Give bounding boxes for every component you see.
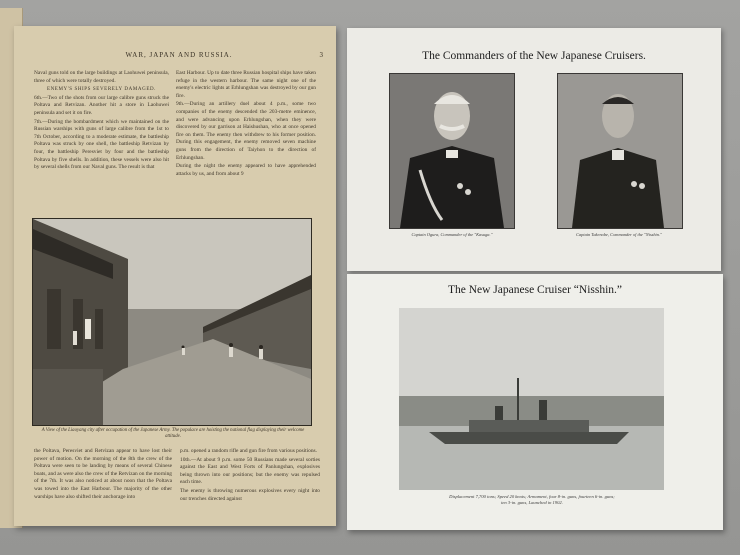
text-column-3 bbox=[34, 448, 172, 524]
paragraph: The enemy is throwing numerous explosives every night into our trenches directed against bbox=[180, 487, 320, 502]
paragraph: 9th.—During an artillery duel about 4 p.m., some two companies of the enemy descended the 203-metre eminence, and were advancing upon Erhlungshan, when they were discovered by our garrison at Haishushan, who at once opened fire on them. The enemy then withdrew to his former position. During this engagement, the enemy removed seven machine guns from the direction of Taiyhon to the direction of Erhlungshan. bbox=[176, 101, 316, 161]
cruiser-caption-line-1: Displacement 7,700 tons; Speed 20 knots; Armament, four 8-in. guns, fourteen 6-in. guns; bbox=[449, 494, 615, 499]
left-magazine-page bbox=[14, 26, 336, 526]
street-scene-image bbox=[33, 219, 311, 425]
commanders-title: The Commanders of the New Japanese Cruisers. bbox=[422, 50, 646, 62]
street-photo-caption: A View of the Liaoyang city after occupation of the Japanese Army. The populace are hoisting the national flag displaying their welcome attitude. bbox=[41, 428, 305, 439]
paragraph: East Harbour. Up to date three Russian hospital ships have taken refuge in the western harbour. The same night one of the enemy's electric lights at Erhlungshan was destroyed by our gun fire. bbox=[176, 70, 316, 99]
paragraph: p.m. opened a random rifle and gun fire from various positions. bbox=[180, 448, 317, 454]
subheading: ENEMY'S SHIPS SEVERELY DAMAGED. bbox=[46, 87, 157, 93]
cruiser-page bbox=[347, 274, 723, 530]
caption-takenobe: Captain Takenobe, Commander of the "Nisshin." bbox=[576, 232, 662, 237]
text-column-1 bbox=[34, 70, 169, 236]
portrait-ogura bbox=[389, 73, 515, 229]
running-head-title: WAR, JAPAN AND RUSSIA. bbox=[125, 51, 233, 59]
text-column-2 bbox=[176, 70, 316, 236]
cruiser-caption bbox=[407, 494, 657, 506]
paragraph: 10th.—At about 9 p.m. some 50 Russians made several sorties against the East and West Forts of Panlungshan, explosives being thrown into our positions; but the enemy was repulsed each time. bbox=[180, 456, 320, 486]
running-head bbox=[34, 51, 324, 59]
caption-ogura: Captain Ogura, Commander of the "Kasuga." bbox=[411, 232, 493, 237]
street-photo bbox=[32, 218, 312, 426]
portrait-takenobe bbox=[557, 73, 683, 229]
paragraph: During the night the enemy appeared to have apprehended attacks by us, and from about 9 bbox=[176, 163, 316, 177]
text-column-4 bbox=[180, 448, 320, 524]
cruiser-caption-line-2: ten 3-in. guns, Launched in 1902. bbox=[501, 500, 563, 505]
page-number: 3 bbox=[319, 51, 324, 59]
cruiser-photo bbox=[399, 308, 664, 490]
paragraph: 7th.—During the bombardment which we maintained on the Russian warships with guns of large calibre from the 1st to 7th October, according to a moderate estimate, the battleship Poltava was struck by one shell, the battleship Retvizan by four, the battleship Peresviet by four and the battleship Poltava by five shells. In addition, these vessels were also hit by several shells from our Naval guns. The result is that bbox=[34, 118, 169, 171]
cruiser-title: The New Japanese Cruiser “Nisshin.” bbox=[447, 284, 623, 296]
paragraph: 6th.—Two of the shots from our large calibre guns struck the Poltava and Retvizan. Another hit a store in Laohuwei peninsula and set it on fire. bbox=[34, 94, 169, 116]
commanders-page bbox=[347, 28, 721, 271]
paragraph: the Poltava, Peresviet and Retvizan appear to have lost their power of motion. On the morning of the 8th the crew of the Poltava were seen to be landing by means of several Chinese boats, and as were also the crew of the Retvizan on the morning of the 7th. It was also noticed at about noon that the Poltava was towed into the East Harbour. The majority of the other warships have also shifted their anchorage into bbox=[34, 448, 172, 500]
paragraph: Naval guns told on the large buildings at Laohuwei peninsula, three of which were totally destroyed. bbox=[34, 70, 169, 84]
